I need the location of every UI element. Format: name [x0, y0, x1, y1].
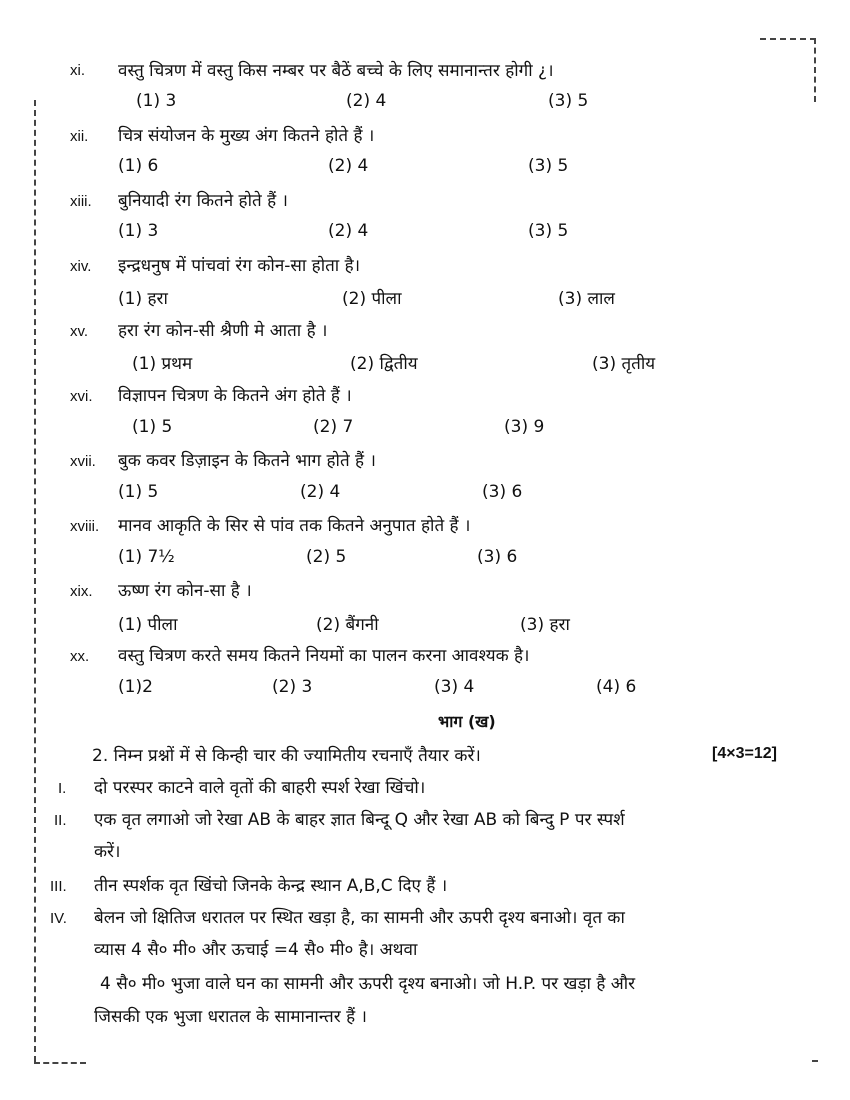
question-text: वस्तु चित्रण करते समय कितने नियमों का पालन करना आवश्यक है। [118, 646, 530, 666]
item-text: जिसकी एक भुजा धरातल के सामानान्तर हैं । [94, 1007, 367, 1027]
question-number: xiii. [70, 193, 92, 210]
option: (3) 6 [482, 482, 523, 502]
option: (2) 7 [313, 417, 354, 437]
question-number: xvi. [70, 388, 93, 405]
question-number: xix. [70, 583, 93, 600]
option: (2) 4 [328, 156, 369, 176]
question-text: बुनियादी रंग कितने होते हैं । [118, 191, 288, 211]
option: (1) प्रथम [132, 354, 193, 374]
item-text: 4 सै० मी० भुजा वाले घन का सामनी और ऊपरी दृश्य बनाओ। जो H.P. पर खड़ा है और [100, 974, 636, 994]
question-text: वस्तु चित्रण में वस्तु किस नम्बर पर बैठें बच्चे के लिए समानान्तर होगी ¿। [118, 61, 554, 81]
option: (1) 3 [136, 91, 177, 111]
question-number: xx. [70, 648, 90, 665]
item-number: I. [58, 780, 67, 797]
option: (1) 3 [118, 221, 159, 241]
option: (2) 4 [328, 221, 369, 241]
option: (3) 5 [548, 91, 589, 111]
question-number: xv. [70, 323, 89, 340]
item-number: IV. [50, 910, 67, 927]
option: (3) 5 [528, 221, 569, 241]
option: (1) 7½ [118, 547, 175, 567]
page-border-corner [812, 1060, 818, 1062]
page-border-right [814, 38, 816, 102]
question-text: इन्द्रधनुष में पांचवां रंग कोन-सा होता है। [118, 256, 361, 276]
option: (2) द्वितीय [350, 354, 418, 374]
marks-label: [4×3=12] [712, 745, 777, 762]
question-number: xvii. [70, 453, 96, 470]
option: (3) 4 [434, 677, 475, 697]
item-text: दो परस्पर काटने वाले वृतों की बाहरी स्पर्श रेखा खिंचो। [94, 778, 426, 798]
option: (3) हरा [520, 615, 570, 635]
option: (3) 5 [528, 156, 569, 176]
option: (1) 5 [118, 482, 159, 502]
option: (2) 5 [306, 547, 347, 567]
item-text: बेलन जो क्षितिज धरातल पर स्थित खड़ा है, का सामनी और ऊपरी दृश्य बनाओ। वृत का [94, 908, 625, 928]
item-number: III. [50, 878, 67, 895]
option: (3) लाल [558, 289, 615, 309]
question-text: विज्ञापन चित्रण के कितने अंग होते हैं । [118, 386, 352, 406]
option: (1)2 [118, 677, 153, 697]
page-border-top [760, 38, 816, 40]
question-text: चित्र संयोजन के मुख्य अंग कितने होते हैं । [118, 126, 375, 146]
option: (1) 5 [132, 417, 173, 437]
option: (1) 6 [118, 156, 159, 176]
question-text: मानव आकृति के सिर से पांव तक कितने अनुपात होते हैं । [118, 516, 471, 536]
option: (3) तृतीय [592, 354, 656, 374]
item-text: करें। [94, 842, 121, 862]
option: (1) पीला [118, 615, 178, 635]
option: (2) 4 [300, 482, 341, 502]
question-number: xi. [70, 62, 85, 79]
item-text: एक वृत लगाओ जो रेखा AB के बाहर ज्ञात बिन्दू Q और रेखा AB को बिन्दु P पर स्पर्श [94, 810, 625, 830]
option: (1) हरा [118, 289, 168, 309]
option: (4) 6 [596, 677, 637, 697]
item-text: व्यास 4 सै० मी० और ऊचाई =4 सै० मी० है। अथवा [94, 940, 418, 960]
question-number: xiv. [70, 258, 92, 275]
page-border-left [34, 100, 36, 1062]
question-text: बुक कवर डिज़ाइन के कितने भाग होते हैं । [118, 451, 376, 471]
option: (2) 3 [272, 677, 313, 697]
option: (3) 6 [477, 547, 518, 567]
option: (3) 9 [504, 417, 545, 437]
item-text: तीन स्पर्शक वृत खिंचो जिनके केन्द्र स्थान A,B,C दिए हैं । [94, 876, 448, 896]
question-number: xii. [70, 128, 89, 145]
option: (2) 4 [346, 91, 387, 111]
option: (2) पीला [342, 289, 402, 309]
item-number: II. [54, 812, 67, 829]
question-text: ऊष्ण रंग कोन-सा है । [118, 581, 252, 601]
question-number: xviii. [70, 518, 100, 535]
page-border-bottom [34, 1062, 86, 1064]
question-text: हरा रंग कोन-सी श्रैणी मे आता है । [118, 321, 328, 341]
section-instruction: 2. निम्न प्रश्नों में से किन्ही चार की ज्यामितीय रचनाएँ तैयार करें। [92, 746, 481, 766]
section-heading: भाग (ख) [438, 712, 496, 731]
option: (2) बैंगनी [316, 615, 379, 635]
